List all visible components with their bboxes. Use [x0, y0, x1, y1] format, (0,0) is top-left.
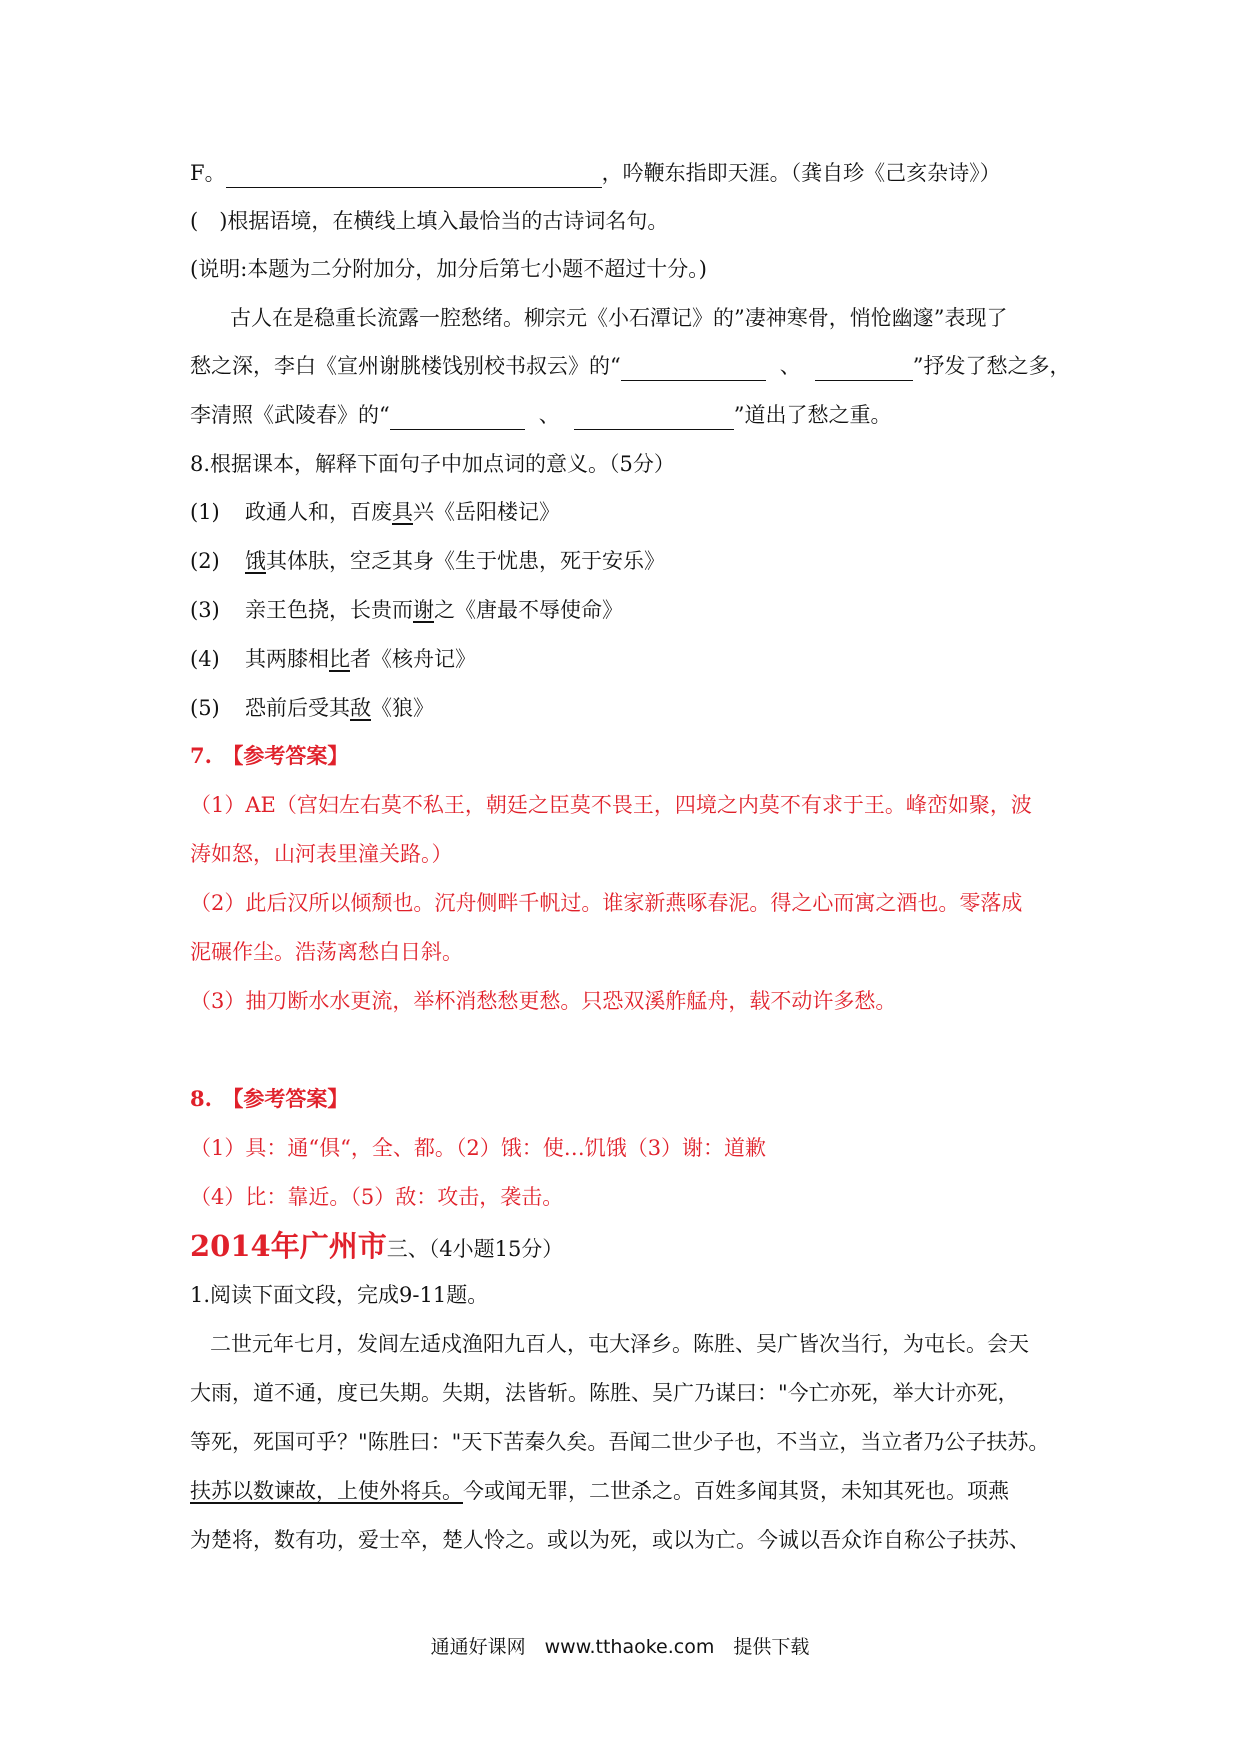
q8-item-pre: 恐前后受其 — [245, 696, 350, 720]
q8-item-post: 之《唐最不辱使命》 — [434, 598, 623, 622]
blank-f[interactable] — [226, 165, 602, 188]
q8-item-4 — [190, 644, 476, 674]
section-q1: 1.阅读下面文段，完成9-11题。 — [190, 1283, 489, 1307]
q7-para-line-3-open: “ — [379, 403, 390, 427]
answer8-line: （1）具：通“俱“，全、都。（2）饿：使…饥饿（3）谢：道歉 — [190, 1136, 767, 1160]
blank-li-bai-1[interactable] — [621, 358, 766, 381]
q8-item-1 — [190, 497, 560, 527]
passage-after-underline: 今或闻无罪，二世杀之。百姓多闻其贤，未知其死也。项燕 — [463, 1479, 1009, 1503]
q8-item-post: 者《核舟记》 — [350, 647, 476, 671]
q7-para-line-3 — [190, 400, 892, 430]
blank-li-qingzhao-2[interactable] — [574, 407, 734, 430]
q8-item-key: 比 — [329, 647, 350, 671]
answer8-line: （4）比：靠近。（5）敌：攻击，袭击。 — [190, 1185, 564, 1209]
blank-li-bai-2[interactable] — [815, 358, 913, 381]
q8-item-key: 具 — [392, 500, 413, 524]
answer7-line: 涛如怒，山河表里潼关路。） — [190, 842, 453, 866]
passage-line: 等死，死国可乎？"陈胜曰："天下苦秦久矣。吾闻二世少子也，不当立，当立者乃公子扶苏。 — [190, 1430, 1050, 1454]
q8-item-pre: 亲王色挠，长贵而 — [245, 598, 413, 622]
q7-para-line-3-a: 李清照《武陵春》的 — [190, 403, 379, 427]
q8-item-2 — [190, 546, 665, 576]
q8-item-key: 饿 — [245, 549, 266, 573]
q7-para-line-3-sep: 、 — [538, 403, 560, 427]
q8-item-key: 谢 — [413, 598, 434, 622]
q8-item-pre: 其两膝相 — [245, 647, 329, 671]
q8-item-num: (5) — [190, 696, 220, 720]
page-footer: 通通好课网 www.tthaoke.com 提供下载 — [430, 1636, 810, 1658]
answer8-heading: 8. 【参考答案】 — [190, 1086, 349, 1111]
q8-item-post: 兴《岳阳楼记》 — [413, 500, 560, 524]
q7-note: (说明:本题为二分附加分，加分后第七小题不超过十分。) — [190, 257, 707, 281]
q7-para-line-3-b: ”道出了愁之重。 — [733, 403, 892, 427]
answer7-line: （1）AE（宫妇左右莫不私王，朝廷之臣莫不畏王，四境之内莫不有求于王。峰峦如聚，波 — [190, 793, 1032, 817]
q8-item-num: (1) — [190, 500, 220, 524]
section-heading-title: 2014年广州市 — [190, 1229, 387, 1263]
q7-line-f — [190, 158, 1001, 188]
section-heading-suffix: 三、（4小题15分） — [386, 1237, 564, 1261]
q7-line-f-prefix: F。 — [190, 161, 226, 185]
q8-item-pre: 政通人和，百废 — [245, 500, 392, 524]
underlined-sentence: 扶苏以数谏故，上使外将兵。 — [190, 1479, 463, 1503]
passage-line-underlined — [190, 1476, 1009, 1506]
answer7-line: 泥碾作尘。浩荡离愁白日斜。 — [190, 940, 463, 964]
answer7-line: （3）抽刀断水水更流，举杯消愁愁更愁。只恐双溪舴艋舟，载不动许多愁。 — [190, 989, 897, 1013]
q8-title: 8.根据课本，解释下面句子中加点词的意义。（5分） — [190, 452, 675, 476]
passage-line: 为楚将，数有功，爱士卒，楚人怜之。或以为死，或以为亡。今诚以吾众诈自称公子扶苏、 — [190, 1528, 1030, 1552]
q8-item-3 — [190, 595, 623, 625]
q8-item-post: 其体肤，空乏其身《生于忧患，死于安乐》 — [266, 549, 665, 573]
q8-item-post: 《狼》 — [371, 696, 434, 720]
q7-line-f-suffix: ，吟鞭东指即天涯。（龚自珍《己亥杂诗》） — [601, 161, 1001, 185]
passage-line: 二世元年七月，发闾左适戍渔阳九百人，屯大泽乡。陈胜、吴广皆次当行，为屯长。会天 — [210, 1332, 1029, 1356]
q7-para-line-1: 古人在是稳重长流露一腔愁绪。柳宗元《小石潭记》的”凄神寒骨，悄怆幽邃”表现了 — [230, 306, 1008, 330]
q7-para-line-2-a: 愁之深，李白《宣州谢朓楼饯别校书叔云》的 — [190, 354, 610, 378]
answer7-line: （2）此后汉所以倾颓也。沉舟侧畔千帆过。谁家新燕啄春泥。得之心而寓之酒也。零落成 — [190, 891, 1023, 915]
q8-item-num: (2) — [190, 549, 220, 573]
q7-para-line-2-open: “ — [610, 354, 621, 378]
q7-para-line-2-b: ”抒发了愁之多， — [912, 354, 1071, 378]
q7-para-line-2 — [190, 351, 1071, 381]
q8-item-key: 敌 — [350, 696, 371, 720]
q8-item-num: (3) — [190, 598, 220, 622]
q8-item-num: (4) — [190, 647, 220, 671]
section-heading — [190, 1228, 563, 1267]
blank-li-qingzhao-1[interactable] — [390, 407, 525, 430]
q7-sub-instruction: ( )根据语境，在横线上填入最恰当的古诗词名句。 — [190, 209, 669, 233]
passage-line: 大雨，道不通，度已失期。失期，法皆斩。陈胜、吴广乃谋曰："今亡亦死，举大计亦死， — [190, 1381, 1019, 1405]
q8-item-5 — [190, 693, 434, 723]
answer7-heading: 7. 【参考答案】 — [190, 743, 349, 768]
q7-para-line-2-sep: 、 — [779, 354, 801, 378]
